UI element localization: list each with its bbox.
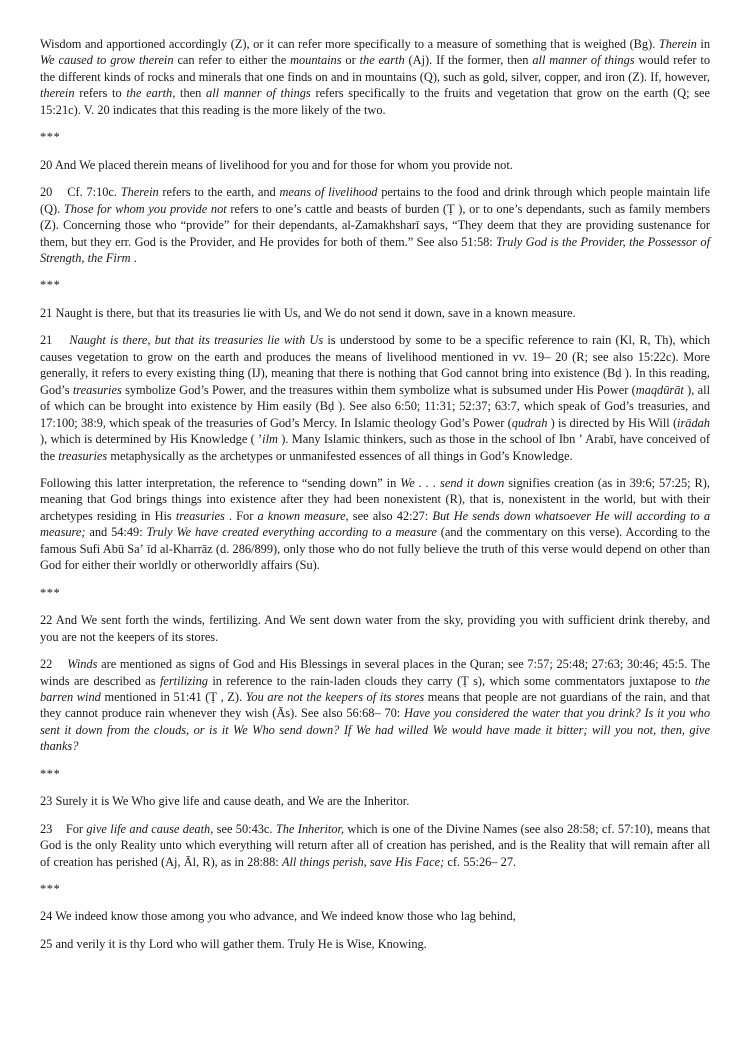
verse-paragraph: 21 Naught is there, but that its treasuries lie with Us, and We do not send it down, save in a known measure.	[40, 305, 576, 320]
commentary-paragraph: 21 Naught is there, but that its treasuries lie with Us is understood by some to be a specific reference to rain (Kl, R, Th), which causes vegetation to grow on the earth and produces the means of livelihood mentioned in vv. 19– 20 (R; see also 15:22c). More generally, it refers to every existing thing (IJ), meaning that there is nothing that God cannot bring into existence (Bḍ ). In this reading, God’s treasuries symbolize God’s Power, and the treasures within them symbolize what is subsumed under His Power (maqdūrāt ), all of which can be brought into existence by Him easily (Bḍ ). See also 6:50; 11:31; 52:37; 63:7, which speak of God’s treasuries, and 17:100; 38:9, which speak of the treasuries of God’s Mercy. In Islamic theology God’s Power (qudrah ) is directed by His Will (irādah ), which is determined by His Knowledge ( ʼilm ). Many Islamic thinkers, such as those in the school of Ibn ʼ Arabī, have conceived of the treasuries metaphysically as the archetypes or unmanifested essences of all things in God’s Knowledge.	[40, 333, 711, 463]
commentary-paragraph: Wisdom and apportioned accordingly (Z), or it can refer more specifically to a measure of something that is weighed (Bg). Therein in We caused to grow therein can refer to either the mountains or the earth (Aj). If the former, then all manner of things would refer to the different kinds of rocks and minerals that one finds on and in mountains (Q), such as gold, silver, copper, and iron (Z). If, however, therein refers to the earth, then all manner of things refers specifically to the fruits and vegetation that grow on the earth (Q; see 15:21c). V. 20 indicates that this reading is the more likely of the two.	[40, 37, 711, 117]
commentary-paragraph: 22 Winds are mentioned as signs of God and His Blessings in several places in the Quran; see 7:57; 25:48; 27:63; 30:46; 45:5. The winds are described as fertilizing in reference to the rain-laden clouds they carry (Ṭ s), which some commentators juxtapose to the barren wind mentioned in 51:41 (Ṭ , Z). You are not the keepers of its stores means that people are not guardians of the rain, and that they cannot produce rain whenever they wish (Ās). See also 56:68– 70: Have you considered the water that you drink? Is it you who sent it down from the clouds, or is it We Who send down? If We had willed We would have made it bitter; will you not, then, give thanks?	[40, 657, 710, 754]
page-content	[40, 36, 710, 952]
commentary-paragraph: Following this latter interpretation, the reference to “sending down” in We . . . send it down signifies creation (as in 39:6; 57:25; R), meaning that God brings things into existence after they had been nonexistent (R), that is, nonexistent in the world, but with their archetypes residing in His treasuries . For a known measure, see also 42:27: But He sends down whatsoever He will according to a measure; and 54:49: Truly We have created everything according to a measure (and the commentary on this verse). According to the famous Sufi Abū Saʼ īd al-Kharrāz (d. 286/899), only those who do not fully believe the truth of this verse would depend on other than God for either their worldly or otherworldly affairs (Su).	[40, 475, 711, 573]
section-separator: ***	[40, 585, 61, 600]
section-separator: ***	[40, 766, 61, 781]
commentary-paragraph: 20 Cf. 7:10c. Therein refers to the earth, and means of livelihood pertains to the food and drink through which people maintain life (Q). Those for whom you provide not refers to one’s cattle and beasts of burden (Ṭ ), or to one’s dependants, such as family members (Z). Concerning those who “provide” for their dependants, al-Zamakhsharī says, “They deem that they are providing sustenance for them, but they err. God is the Provider, and He provides for both of them.” See also 51:58: Truly God is the Provider, the Possessor of Strength, the Firm .	[40, 185, 710, 265]
verse-paragraph: 20 And We placed therein means of livelihood for you and for those for whom you provide not.	[40, 157, 513, 172]
section-separator: ***	[40, 278, 61, 293]
verse-paragraph: 22 And We sent forth the winds, fertilizing. And We sent down water from the sky, providing you with sufficient drink thereby, and you are not the keepers of its stores.	[40, 613, 710, 644]
verse-paragraph: 25 and verily it is thy Lord who will gather them. Truly He is Wise, Knowing.	[40, 936, 427, 951]
verse-paragraph: 24 We indeed know those among you who advance, and We indeed know those who lag behind,	[40, 909, 516, 924]
commentary-paragraph: 23 For give life and cause death, see 50:43c. The Inheritor, which is one of the Divine Names (see also 28:58; cf. 57:10), means that God is the only Reality unto which everything will return after all of creation has perished, and is the Reality that will remain after all of creation has perished (Aj, Āl, R), as in 28:88: All things perish, save His Face; cf. 55:26– 27.	[40, 821, 711, 869]
section-separator: ***	[40, 882, 61, 897]
section-separator: ***	[40, 130, 61, 145]
verse-paragraph: 23 Surely it is We Who give life and cause death, and We are the Inheritor.	[40, 794, 410, 809]
